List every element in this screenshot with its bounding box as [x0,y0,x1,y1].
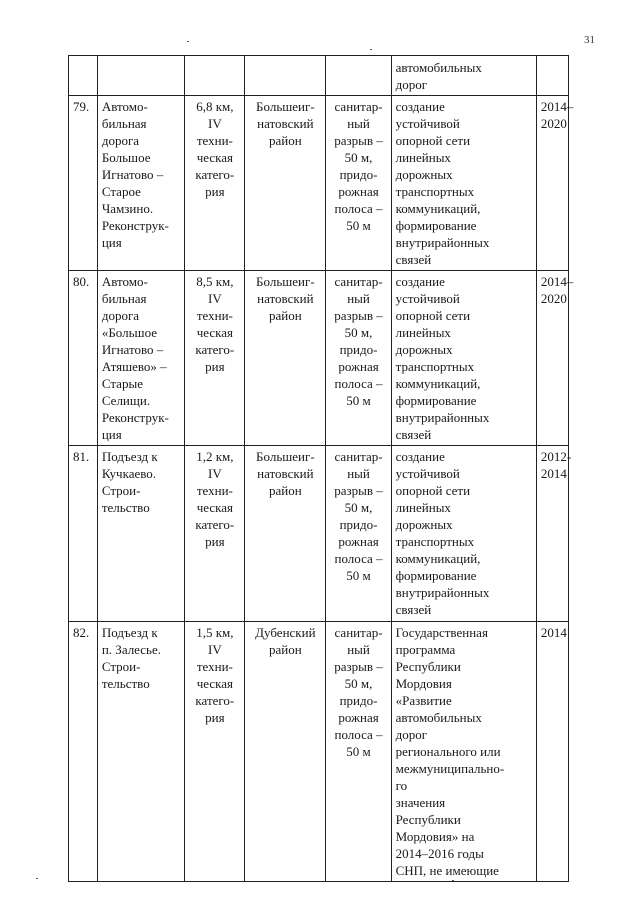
purpose-line: опорной сети [395,133,471,148]
purpose-line: Государственная [395,625,488,640]
purpose-line: линейных [395,500,451,515]
table-row [69,446,569,622]
purpose-line: создание [395,99,445,114]
cell-years [536,622,568,882]
years-line: 2014– [540,274,574,289]
purpose-line: Мордовия [395,676,452,691]
length-line: IV [207,642,222,657]
purpose-line: создание [395,449,445,464]
length-line: IV [207,291,222,306]
name-line: Строи- [101,659,141,674]
purpose-line: автомобильных [395,60,482,75]
length-line: ческая [196,500,233,515]
name-line: Старое [101,184,141,199]
purpose-line: го [395,778,408,793]
zone-line: 50 м [346,744,371,759]
purpose-line: транспортных [395,184,475,199]
district-line: натовский [257,466,314,481]
cell-purpose [391,622,536,882]
purpose-line: устойчивой [395,291,460,306]
zone-line: полоса – [334,201,383,216]
zone-line: придо- [339,517,378,532]
purpose-line: устойчивой [395,116,460,131]
district-line: Большеиг- [256,449,315,464]
purpose-line: внутрирайонных [395,585,490,600]
cell-years [536,56,568,96]
name-line: Большое [101,150,151,165]
purpose-line: автомобильных [395,710,482,725]
zone-line: рожная [338,184,379,199]
cell-zone [326,622,391,882]
length-line: IV [207,116,222,131]
zone-line: санитар- [334,99,383,114]
zone-line: ный [347,466,370,481]
cell-years [536,446,572,622]
purpose-line: дорожных [395,517,453,532]
purpose-line: устойчивой [395,466,460,481]
name-line: ция [101,427,122,442]
district-line: район [269,133,302,148]
cell-length [185,56,245,96]
name-line: Чамзино. [101,201,154,216]
zone-line: полоса – [334,376,383,391]
name-line: бильная [101,116,147,131]
name-line: Строи- [101,483,141,498]
zone-line: 50 м [346,218,371,233]
years-line: 2020 [540,291,567,306]
name-line: бильная [101,291,147,306]
zone-line: разрыв – [334,308,383,323]
name-line: Реконструк- [101,218,169,233]
zone-line: 50 м, [344,150,373,165]
purpose-line: внутрирайонных [395,410,490,425]
cell-number [69,56,98,96]
name-line: ция [101,235,122,250]
zone-line: разрыв – [334,483,383,498]
length-line: ческая [196,150,233,165]
name-line: тельство [101,500,150,515]
purpose-line: 2014–2016 годы [395,846,484,861]
length-line: IV [207,466,222,481]
name-line: дорога [101,308,140,323]
purpose-line: регионального или [395,744,501,759]
length-line: рия [205,534,225,549]
years-line: 2014 [540,625,567,640]
zone-line: ный [347,116,370,131]
name-line: п. Залесье. [101,642,161,657]
district-line: Большеиг- [256,99,315,114]
cell-number: 82. [69,622,98,882]
cell-number: 79. [69,96,98,271]
zone-line: ный [347,642,370,657]
years-line: 2014– [540,99,574,114]
purpose-line: линейных [395,150,451,165]
table-row-continuation [69,56,569,96]
cell-number: 80. [69,271,98,446]
zone-line: рожная [338,534,379,549]
cell-purpose [391,446,536,622]
district-line: район [269,642,302,657]
purpose-line: Республики [395,812,461,827]
purpose-line: связей [395,602,432,617]
name-line: дорога [101,133,140,148]
name-line: «Большое [101,325,157,340]
name-line: Подъезд к [101,449,158,464]
zone-line: рожная [338,710,379,725]
district-line: Большеиг- [256,274,315,289]
length-line: рия [205,359,225,374]
roads-table [68,55,574,882]
cell-zone [326,446,391,622]
length-line: техни- [196,308,233,323]
name-line: Атяшево» – [101,359,167,374]
cell-zone [326,96,391,271]
table-row [69,96,569,271]
zone-line: санитар- [334,449,383,464]
purpose-line: опорной сети [395,483,471,498]
zone-line: полоса – [334,551,383,566]
cell-name [97,56,185,96]
years-line: 2014 [540,466,567,481]
purpose-line: связей [395,427,432,442]
scan-speck [370,49,372,50]
length-line: 8,5 км, [196,274,234,289]
district-line: натовский [257,291,314,306]
zone-line: полоса – [334,727,383,742]
name-line: Старые [101,376,143,391]
length-line: катего- [195,517,235,532]
years-line: 2020 [540,116,567,131]
cell-name [97,271,185,446]
length-line: 6,8 км, [196,99,234,114]
length-line: ческая [196,325,233,340]
cell-years [536,96,574,271]
length-line: 1,5 км, [196,625,234,640]
name-line: тельство [101,676,150,691]
length-line: техни- [196,483,233,498]
purpose-line: Республики [395,659,461,674]
cell-district [245,96,326,271]
purpose-line: опорной сети [395,308,471,323]
name-line: Игнатово – [101,342,164,357]
length-line: катего- [195,167,235,182]
length-line: катего- [195,693,235,708]
zone-line: санитар- [334,625,383,640]
cell-purpose [391,271,536,446]
cell-length [185,622,245,882]
purpose-line: формирование [395,568,477,583]
purpose-line: внутрирайонных [395,235,490,250]
cell-years [536,271,574,446]
name-line: Автомо- [101,274,148,289]
length-line: катего- [195,342,235,357]
zone-line: придо- [339,342,378,357]
cell-length [185,96,245,271]
purpose-line: Мордовия» на [395,829,475,844]
name-line: Селищи. [101,393,151,408]
cell-number: 81. [69,446,98,622]
purpose-line: дорог [395,727,428,742]
zone-line: придо- [339,693,378,708]
district-line: Дубенский [255,625,316,640]
purpose-line: дорожных [395,342,453,357]
district-line: натовский [257,116,314,131]
zone-line: ный [347,291,370,306]
length-line: техни- [196,133,233,148]
purpose-line: транспортных [395,534,475,549]
purpose-line: дорожных [395,167,453,182]
years-line: 2012- [540,449,572,464]
cell-district [245,56,326,96]
purpose-line: межмуниципально- [395,761,505,776]
name-line: Реконструк- [101,410,169,425]
cell-name [97,96,185,271]
cell-district [245,446,326,622]
purpose-line: линейных [395,325,451,340]
district-line: район [269,483,302,498]
page-number: 31 [584,34,595,46]
purpose-line: формирование [395,218,477,233]
length-line: 1,2 км, [196,449,234,464]
name-line: Подъезд к [101,625,158,640]
cell-name [97,622,185,882]
purpose-line: коммуникаций, [395,201,481,216]
name-line: Кучкаево. [101,466,157,481]
table-row [69,271,569,446]
length-line: техни- [196,659,233,674]
zone-line: разрыв – [334,133,383,148]
table-row [69,622,569,882]
name-line: Автомо- [101,99,148,114]
length-line: рия [205,710,225,725]
length-line: рия [205,184,225,199]
purpose-line: формирование [395,393,477,408]
zone-line: придо- [339,167,378,182]
purpose-line: «Развитие [395,693,452,708]
scan-speck [187,41,189,42]
cell-length [185,271,245,446]
cell-purpose [391,96,536,271]
district-line: район [269,308,302,323]
cell-zone [326,56,391,96]
length-line: ческая [196,676,233,691]
cell-purpose [391,56,536,96]
zone-line: 50 м [346,568,371,583]
purpose-line: связей [395,252,432,267]
purpose-line: транспортных [395,359,475,374]
purpose-line: значения [395,795,446,810]
zone-line: рожная [338,359,379,374]
zone-line: 50 м, [344,676,373,691]
scan-speck [36,878,38,879]
zone-line: 50 м, [344,500,373,515]
purpose-line: коммуникаций, [395,376,481,391]
purpose-line: дорог [395,77,428,92]
purpose-line: коммуникаций, [395,551,481,566]
cell-district [245,622,326,882]
zone-line: разрыв – [334,659,383,674]
purpose-line: программа [395,642,456,657]
cell-name [97,446,185,622]
purpose-line: СНП, не имеющие [395,863,499,878]
zone-line: 50 м [346,393,371,408]
zone-line: санитар- [334,274,383,289]
purpose-line: создание [395,274,445,289]
cell-zone [326,271,391,446]
cell-district [245,271,326,446]
cell-length [185,446,245,622]
name-line: Игнатово – [101,167,164,182]
zone-line: 50 м, [344,325,373,340]
